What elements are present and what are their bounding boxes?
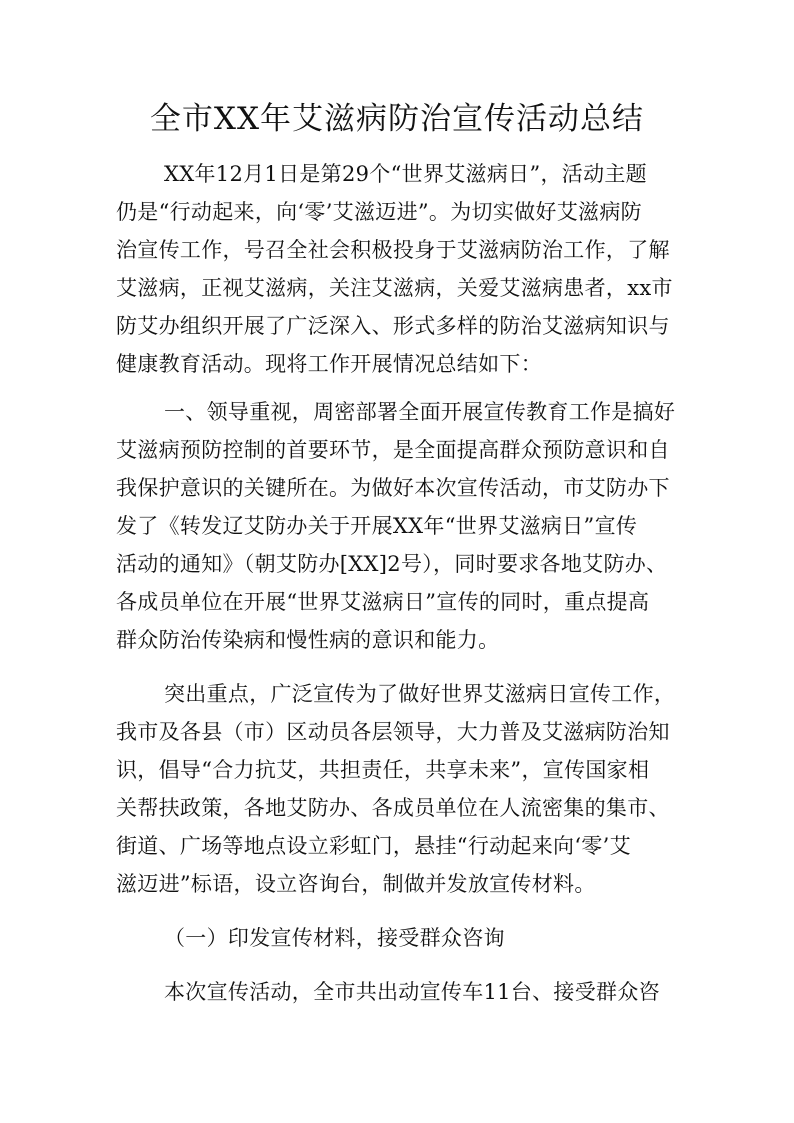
paragraph-line: 本次宣传活动，全市共出动宣传车11台、接受群众咨 xyxy=(164,980,660,1004)
paragraph-line: 健康教育活动。现将工作开展情况总结如下： xyxy=(116,352,542,376)
paragraph-line: 街道、广场等地点设立彩虹门，悬挂“行动起来向‘零’艾 xyxy=(116,834,631,858)
paragraph-line: 活动的通知》（朝艾防办[XX]2号），同时要求各地艾防办、 xyxy=(116,552,668,576)
paragraph-line: 识，倡导“合力抗艾，共担责任，共享未来”，宣传国家相 xyxy=(116,758,650,782)
paragraph-line: 艾滋病，正视艾滋病，关注艾滋病，关爱艾滋病患者，xx市 xyxy=(116,276,673,300)
section-heading: （一）印发宣传材料，接受群众咨询 xyxy=(164,926,505,950)
paragraph-line: 仍是“行动起来，向‘零’艾滋迈进”。为切实做好艾滋病防 xyxy=(116,200,642,224)
document-title: 全市XX年艾滋病防治宣传活动总结 xyxy=(149,101,645,137)
paragraph-line: 滋迈进”标语，设立咨询台，制做并发放宣传材料。 xyxy=(116,872,596,896)
paragraph-line: 艾滋病预防控制的首要环节，是全面提高群众预防意识和自 xyxy=(116,438,670,462)
paragraph-line: 治宣传工作，号召全社会积极投身于艾滋病防治工作，了解 xyxy=(116,238,670,262)
paragraph-line: 防艾办组织开展了广泛深入、形式多样的防治艾滋病知识与 xyxy=(116,314,670,338)
paragraph-line: 突出重点，广泛宣传为了做好世界艾滋病日宣传工作， xyxy=(164,682,676,706)
paragraph-line: 关帮扶政策，各地艾防办、各成员单位在人流密集的集市、 xyxy=(116,796,670,820)
paragraph-line: 我保护意识的关键所在。为做好本次宣传活动，市艾防办下 xyxy=(116,476,670,500)
paragraph-line: 群众防治传染病和慢性病的意识和能力。 xyxy=(116,628,500,652)
paragraph-line: 发了《转发辽艾防办关于开展XX年“世界艾滋病日”宣传 xyxy=(116,514,638,538)
paragraph-line: 我市及各县（市）区动员各层领导，大力普及艾滋病防治知 xyxy=(116,720,670,744)
paragraph-line: XX年12月1日是第29个“世界艾滋病日”，活动主题 xyxy=(164,162,647,186)
paragraph-line: 一、领导重视，周密部署全面开展宣传教育工作是搞好 xyxy=(164,400,676,424)
paragraph-line: 各成员单位在开展“世界艾滋病日”宣传的同时，重点提高 xyxy=(116,590,650,614)
